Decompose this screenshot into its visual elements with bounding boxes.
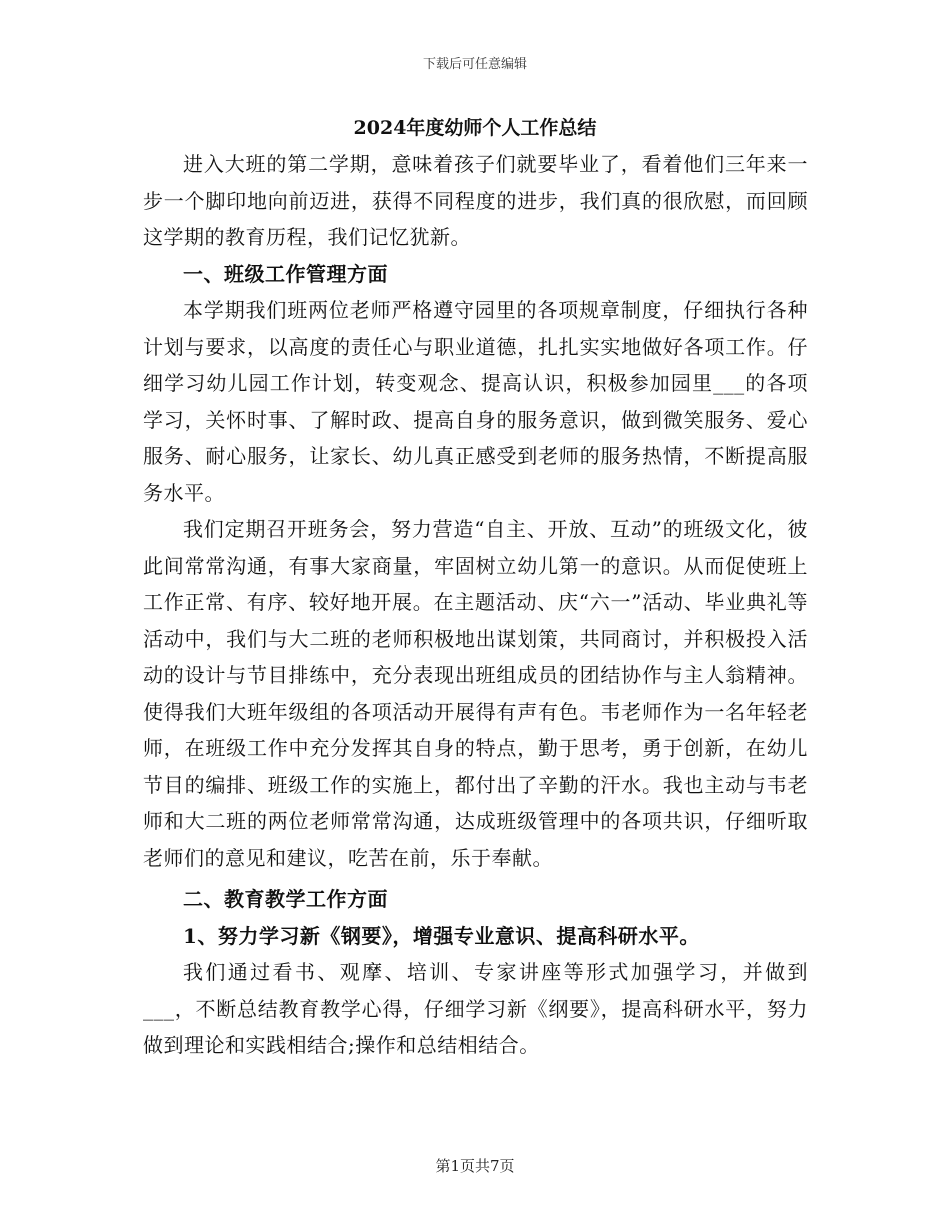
paragraph-study: 我们通过看书、观摩、培训、专家讲座等形式加强学习，并做到___，不断总结教育教学心得，仔细学习新《纲要》，提高科研水平，努力做到理论和实践相结合;操作和总结相结合。 bbox=[143, 960, 808, 1057]
intro-paragraph: 进入大班的第二学期，意味着孩子们就要毕业了，看着他们三年来一步一个脚印地向前迈进，获得不同程度的进步，我们真的很欣慰，而回顾这学期的教育历程，我们记忆犹新。 bbox=[143, 152, 808, 249]
paragraph-rules: 本学期我们班两位老师严格遵守园里的各项规章制度，仔细执行各种计划与要求，以高度的责任心与职业道德，扎扎实实地做好各项工作。仔细学习幼儿园工作计划，转变观念、提高认识，积极参加园里___的各项学习，关怀时事、了解时政、提高自身的服务意识，做到微笑服务、爱心服务、耐心服务，让家长、幼儿真正感受到老师的服务热情，不断提高服务水平。 bbox=[143, 298, 808, 505]
paragraph-class-meetings: 我们定期召开班务会，努力营造“自主、开放、互动”的班级文化，彼此间常常沟通，有事大家商量，牢固树立幼儿第一的意识。从而促使班上工作正常、有序、较好地开展。在主题活动、庆“六一”活动、毕业典礼等活动中，我们与大二班的老师积极地出谋划策，共同商讨，并积极投入活动的设计与节目排练中，充分表现出班组成员的团结协作与主人翁精神。使得我们大班年级组的各项活动开展得有声有色。韦老师作为一名年轻老师，在班级工作中充分发挥其自身的特点，勤于思考，勇于创新，在幼儿节目的编排、班级工作的实施上，都付出了辛勤的汗水。我也主动与韦老师和大二班的两位老师常常沟通，达成班级管理中的各项共识，仔细听取老师们的意见和建议，吃苦在前，乐于奉献。 bbox=[143, 517, 808, 870]
header-note: 下载后可任意编辑 bbox=[422, 57, 527, 72]
subheading-study: 1、努力学习新《钢要》，增强专业意识、提高科研水平。 bbox=[183, 923, 700, 948]
document-body bbox=[143, 146, 808, 1064]
section-heading-teaching: 二、教育教学工作方面 bbox=[183, 887, 388, 911]
page-indicator: 第1页共7页 bbox=[435, 1157, 515, 1175]
section-heading-class-management: 一、班级工作管理方面 bbox=[183, 261, 388, 286]
document-title: 2024年度幼师个人工作总结 bbox=[353, 117, 597, 139]
